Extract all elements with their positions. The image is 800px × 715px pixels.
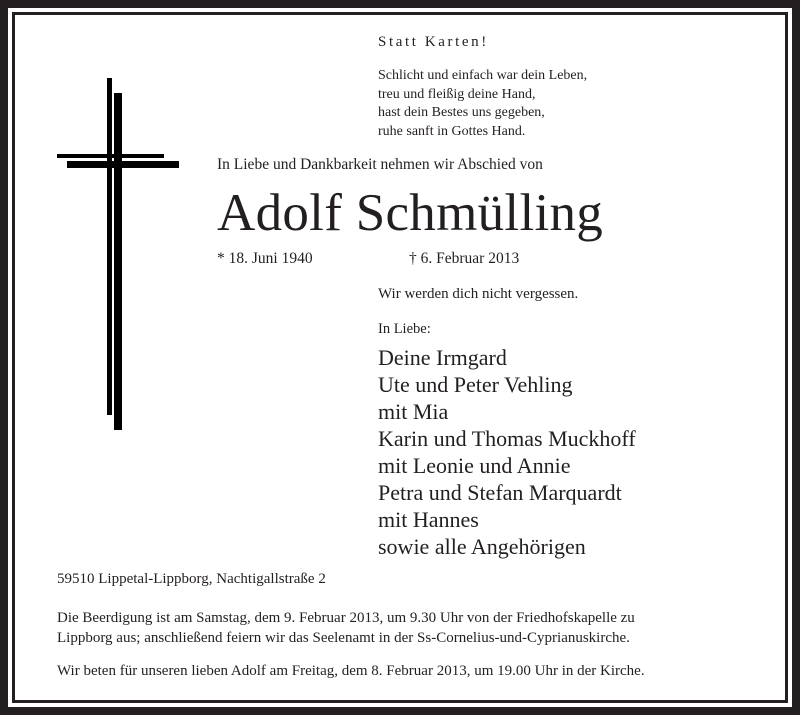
poem-line: hast dein Bestes uns gegeben, — [378, 105, 545, 120]
address: 59510 Lippetal-Lippborg, Nachtigallstraße 2 — [57, 571, 326, 587]
birth-date: * 18. Juni 1940 — [217, 250, 313, 267]
cross-thick-vertical — [114, 93, 122, 430]
poem-line: Schlicht und einfach war dein Leben, — [378, 68, 588, 83]
family-member: Petra und Stefan Marquardt — [378, 480, 622, 505]
cross-thin-vertical — [107, 78, 112, 415]
deceased-name: Adolf Schmülling — [217, 184, 604, 242]
cross-thin-horizontal — [57, 154, 164, 158]
family-member: Ute und Peter Vehling — [378, 372, 573, 397]
family-member: Deine Irmgard — [378, 345, 507, 370]
cross-thick-horizontal — [67, 161, 179, 168]
family-list — [378, 344, 636, 560]
family-member: sowie alle Angehörigen — [378, 534, 586, 559]
intro-text: In Liebe und Dankbarkeit nehmen wir Abschied von — [217, 156, 543, 173]
poem-line: treu und fleißig deine Hand, — [378, 86, 536, 102]
poem — [378, 67, 587, 141]
in-love-label: In Liebe: — [378, 321, 431, 337]
remembrance-text: Wir werden dich nicht vergessen. — [378, 286, 579, 302]
family-member: mit Hannes — [378, 507, 479, 532]
death-date: † 6. Februar 2013 — [409, 250, 520, 267]
funeral-line: Die Beerdigung ist am Samstag, dem 9. Februar 2013, um 9.30 Uhr von der Friedhofskapelle zu — [57, 610, 635, 626]
family-member: Karin und Thomas Muckhoff — [378, 426, 636, 451]
family-member: mit Mia — [378, 399, 449, 424]
notice-header: Statt Karten! — [378, 34, 489, 50]
family-member: mit Leonie und Annie — [378, 453, 571, 478]
poem-line: ruhe sanft in Gottes Hand. — [378, 123, 526, 139]
prayer-info: Wir beten für unseren lieben Adolf am Freitag, dem 8. Februar 2013, um 19.00 Uhr in der Kirche. — [57, 663, 645, 679]
funeral-info — [57, 608, 635, 648]
funeral-line: Lippborg aus; anschließend feiern wir das Seelenamt in der Ss-Cornelius-und-Cyprianuskirche. — [57, 630, 630, 646]
